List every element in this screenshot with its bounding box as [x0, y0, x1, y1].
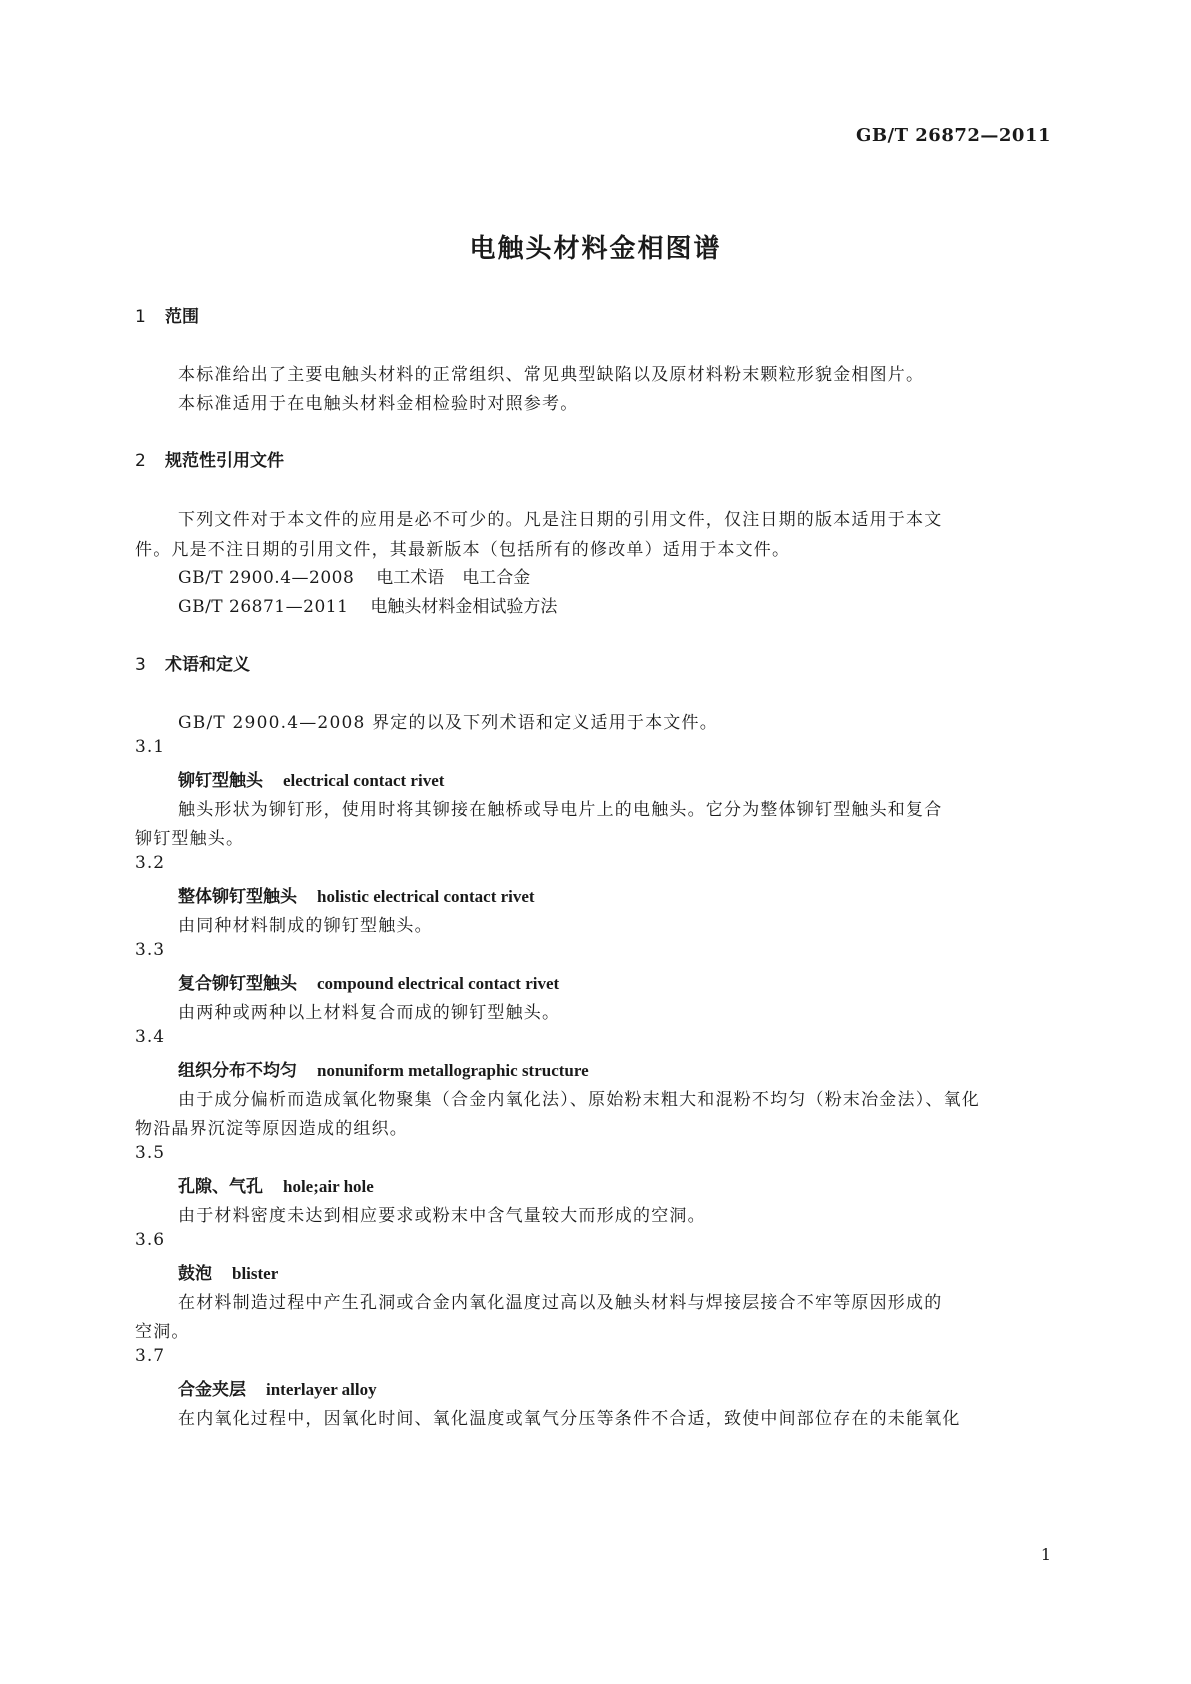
term-heading [178, 969, 559, 994]
term-english: blister [232, 1264, 279, 1283]
term-chinese: 鼓泡 [178, 1264, 212, 1284]
term-heading [178, 1375, 377, 1400]
scope-paragraph-2: 本标准适用于在电触头材料金相检验时对照参考。 [178, 394, 579, 414]
term-heading [178, 766, 444, 791]
reference-name: 电工术语 [376, 568, 445, 588]
term-definition: 在内氧化过程中，因氧化时间、氧化温度或氧气分压等条件不合适，致使中间部位存在的未能氧化 [178, 1409, 961, 1429]
clause-number: 3.3 [135, 940, 166, 960]
term-chinese: 孔隙、气孔 [178, 1177, 263, 1197]
term-chinese: 组织分布不均匀 [178, 1061, 297, 1081]
section-title: 术语和定义 [165, 655, 250, 675]
clause-number: 3.4 [135, 1027, 166, 1047]
clause-number: 3.7 [135, 1346, 166, 1366]
section-heading-terms [135, 650, 250, 675]
term-chinese: 合金夹层 [178, 1380, 246, 1400]
term-definition: 由于材料密度未达到相应要求或粉末中含气量较大而形成的空洞。 [178, 1206, 706, 1226]
term-definition: 由于成分偏析而造成氧化物聚集（合金内氧化法）、原始粉末粗大和混粉不均匀（粉末冶金法）、氧化 [178, 1090, 980, 1110]
term-english: interlayer alloy [266, 1380, 377, 1399]
term-heading [178, 1172, 374, 1197]
term-chinese: 复合铆钉型触头 [178, 974, 297, 994]
clause-number: 3.1 [135, 737, 166, 757]
term-definition: 触头形状为铆钉形，使用时将其铆接在触桥或导电片上的电触头。它分为整体铆钉型触头和复合 [178, 800, 943, 820]
section-title: 规范性引用文件 [165, 451, 284, 471]
section-number: 1 [135, 307, 146, 327]
section-title: 范围 [165, 307, 199, 327]
page-number: 1 [1040, 1545, 1051, 1564]
references-intro-line-1: 下列文件对于本文件的应用是必不可少的。凡是注日期的引用文件，仅注日期的版本适用于本文 [178, 510, 943, 530]
section-number: 3 [135, 655, 146, 675]
document-number: GB/T 26872—2011 [855, 125, 1051, 146]
term-english: nonuniform metallographic structure [317, 1061, 589, 1080]
reference-name: 电触头材料金相试验方法 [370, 597, 558, 617]
reference-name: 电工合金 [462, 568, 531, 588]
term-definition: 由同种材料制成的铆钉型触头。 [178, 916, 433, 936]
term-heading [178, 882, 535, 907]
term-definition-cont: 空洞。 [135, 1322, 190, 1342]
term-english: electrical contact rivet [283, 771, 445, 790]
term-english: hole;air hole [283, 1177, 374, 1196]
term-chinese: 整体铆钉型触头 [178, 887, 297, 907]
clause-number: 3.5 [135, 1143, 166, 1163]
terms-intro: GB/T 2900.4—2008 界定的以及下列术语和定义适用于本文件。 [178, 713, 718, 733]
term-english: compound electrical contact rivet [317, 974, 560, 993]
section-heading-scope [135, 302, 199, 327]
term-definition: 在材料制造过程中产生孔洞或合金内氧化温度过高以及触头材料与焊接层接合不牢等原因形成的 [178, 1293, 943, 1313]
term-heading [178, 1259, 278, 1284]
references-intro-line-2: 件。凡是不注日期的引用文件，其最新版本（包括所有的修改单）适用于本文件。 [135, 540, 791, 560]
section-number: 2 [135, 451, 146, 471]
section-heading-references [135, 446, 284, 471]
document-title: 电触头材料金相图谱 [469, 234, 722, 264]
clause-number: 3.2 [135, 853, 166, 873]
term-definition-cont: 铆钉型触头。 [135, 829, 245, 849]
term-english: holistic electrical contact rivet [317, 887, 535, 906]
term-heading [178, 1056, 589, 1081]
reference-item [178, 592, 557, 617]
term-definition-cont: 物沿晶界沉淀等原因造成的组织。 [135, 1119, 408, 1139]
term-chinese: 铆钉型触头 [178, 771, 263, 791]
term-definition: 由两种或两种以上材料复合而成的铆钉型触头。 [178, 1003, 561, 1023]
scope-paragraph-1: 本标准给出了主要电触头材料的正常组织、常见典型缺陷以及原材料粉末颗粒形貌金相图片。 [178, 365, 925, 385]
clause-number: 3.6 [135, 1230, 166, 1250]
reference-code: GB/T 26871—2011 [178, 597, 349, 617]
reference-code: GB/T 2900.4—2008 [178, 568, 355, 588]
reference-item [178, 563, 530, 588]
